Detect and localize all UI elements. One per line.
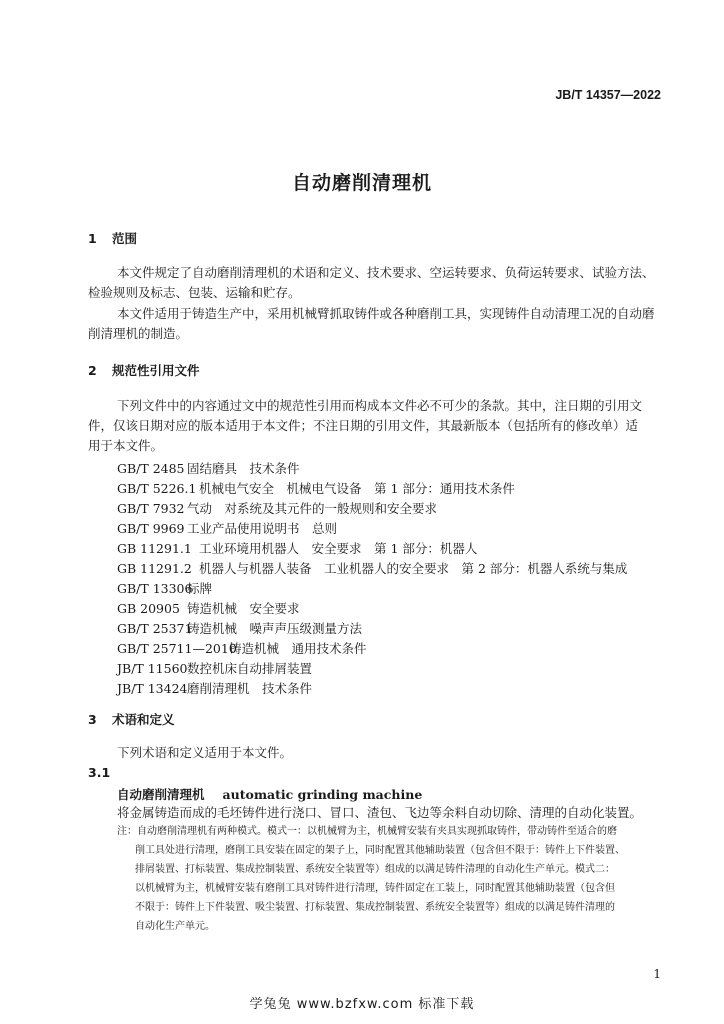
section-number: 1 (88, 231, 97, 246)
normative-reference (117, 459, 300, 477)
note-line: 自动化生产单元。 (135, 921, 215, 932)
ref-code: GB/T 9969 (117, 521, 185, 536)
note-line: 不限于：铸件上下件装置、吸尘装置、打标装置、集成控制装置、系统安全装置等）组成的以满足铸件清理的 (135, 902, 615, 913)
normative-reference (117, 539, 477, 557)
ref-code: GB 20905 (117, 601, 180, 616)
term-number: 3.1 (88, 765, 111, 780)
ref-code: GB 11291.1 (117, 541, 192, 556)
note-line: 注：自动磨削清理机有两种模式。模式一：以机械臂为主，机械臂安装有夹具实现抓取铸件，带动铸件至适合的磨 (117, 826, 617, 837)
normative-reference (117, 659, 312, 677)
ref-code: GB/T 7932 (117, 501, 185, 516)
normative-reference (117, 599, 300, 617)
section-1-heading (88, 229, 137, 247)
ref-code: GB/T 25711—2010 (117, 641, 237, 656)
ref-title: 数控机床自动排屑装置 (187, 661, 313, 676)
normative-reference (117, 679, 312, 697)
ref-code: GB/T 5226.1 (117, 481, 197, 496)
s2-para-line: 件，仅该日期对应的版本适用于本文件；不注日期的引用文件，其最新版本（包括所有的修改单）适 (88, 418, 639, 433)
standard-code: JB/T 14357—2022 (555, 88, 661, 102)
section-title: 术语和定义 (112, 712, 175, 727)
normative-reference (117, 639, 367, 657)
section-number: 3 (88, 712, 97, 727)
section-title: 规范性引用文件 (112, 363, 200, 378)
document-title: 自动磨削清理机 (291, 172, 432, 194)
ref-title: 机器人与机器人装备 工业机器人的安全要求 第 2 部分：机器人系统与集成 (199, 561, 628, 576)
section-title: 范围 (112, 231, 138, 246)
s1-para-line: 本文件适用于铸造生产中，采用机械臂抓取铸件或各种磨削工具，实现铸件自动清理工况的自动磨 (117, 306, 655, 321)
s1-para-line: 检验规则及标志、包装、运输和贮存。 (88, 285, 301, 300)
ref-title: 铸造机械 安全要求 (187, 601, 300, 616)
ref-title: 机械电气安全 机械电气设备 第 1 部分：通用技术条件 (199, 481, 515, 496)
s1-para-line: 削清理机的制造。 (88, 326, 189, 341)
ref-code: GB/T 25371 (117, 621, 193, 636)
ref-title: 工业环境用机器人 安全要求 第 1 部分：机器人 (199, 541, 478, 556)
normative-reference (117, 479, 515, 497)
normative-reference (117, 499, 437, 517)
ref-title: 铸造机械 通用技术条件 (229, 641, 367, 656)
note-line: 削工具处进行清理，磨削工具安装在固定的架子上，同时配置其他辅助装置（包含但不限于：铸件上下件装置、 (135, 845, 625, 856)
ref-code: GB/T 13306 (117, 581, 193, 596)
normative-reference (117, 519, 337, 537)
ref-title: 磨削清理机 技术条件 (187, 681, 313, 696)
section-number: 2 (88, 363, 97, 378)
ref-code: JB/T 13424 (117, 681, 188, 696)
ref-title: 铸造机械 噪声声压级测量方法 (187, 621, 363, 636)
term-entry (117, 785, 422, 803)
ref-title: 标牌 (187, 581, 213, 596)
section-2-heading (88, 361, 200, 379)
term-english: automatic grinding machine (222, 787, 423, 802)
note-line: 以机械臂为主，机械臂安装有磨削工具对铸件进行清理，铸件固定在工装上，同时配置其他辅助装置（包含但 (135, 883, 615, 894)
ref-code: GB/T 2485 (117, 461, 185, 476)
normative-reference (117, 579, 212, 597)
s3-intro: 下列术语和定义适用于本文件。 (117, 745, 293, 760)
ref-title: 固结磨具 技术条件 (187, 461, 300, 476)
s2-para-line: 下列文件中的内容通过文中的规范性引用而构成本文件必不可少的条款。其中，注日期的引用文 (117, 398, 643, 413)
normative-reference (117, 559, 627, 577)
note-line: 排屑装置、打标装置、集成控制装置、系统安全装置等）组成的以满足铸件清理的自动化生产单元。模式二： (135, 864, 615, 875)
page-number: 1 (653, 967, 661, 981)
term-definition: 将金属铸造而成的毛坯铸件进行浇口、冒口、渣包、飞边等余料自动切除、清理的自动化装置。 (117, 805, 643, 820)
ref-title: 工业产品使用说明书 总则 (187, 521, 338, 536)
ref-code: GB 11291.2 (117, 561, 192, 576)
footer-watermark[interactable]: 学兔兔 www.bzfxw.com 标准下载 (249, 997, 475, 1012)
ref-code: JB/T 11560 (117, 661, 188, 676)
s1-para-line: 本文件规定了自动磨削清理机的术语和定义、技术要求、空运转要求、负荷运转要求、试验方法、 (117, 265, 655, 280)
s2-para-line: 用于本文件。 (88, 438, 164, 453)
ref-title: 气动 对系统及其元件的一般规则和安全要求 (187, 501, 438, 516)
normative-reference (117, 619, 362, 637)
section-3-heading (88, 710, 175, 728)
term-chinese: 自动磨削清理机 (117, 787, 205, 802)
